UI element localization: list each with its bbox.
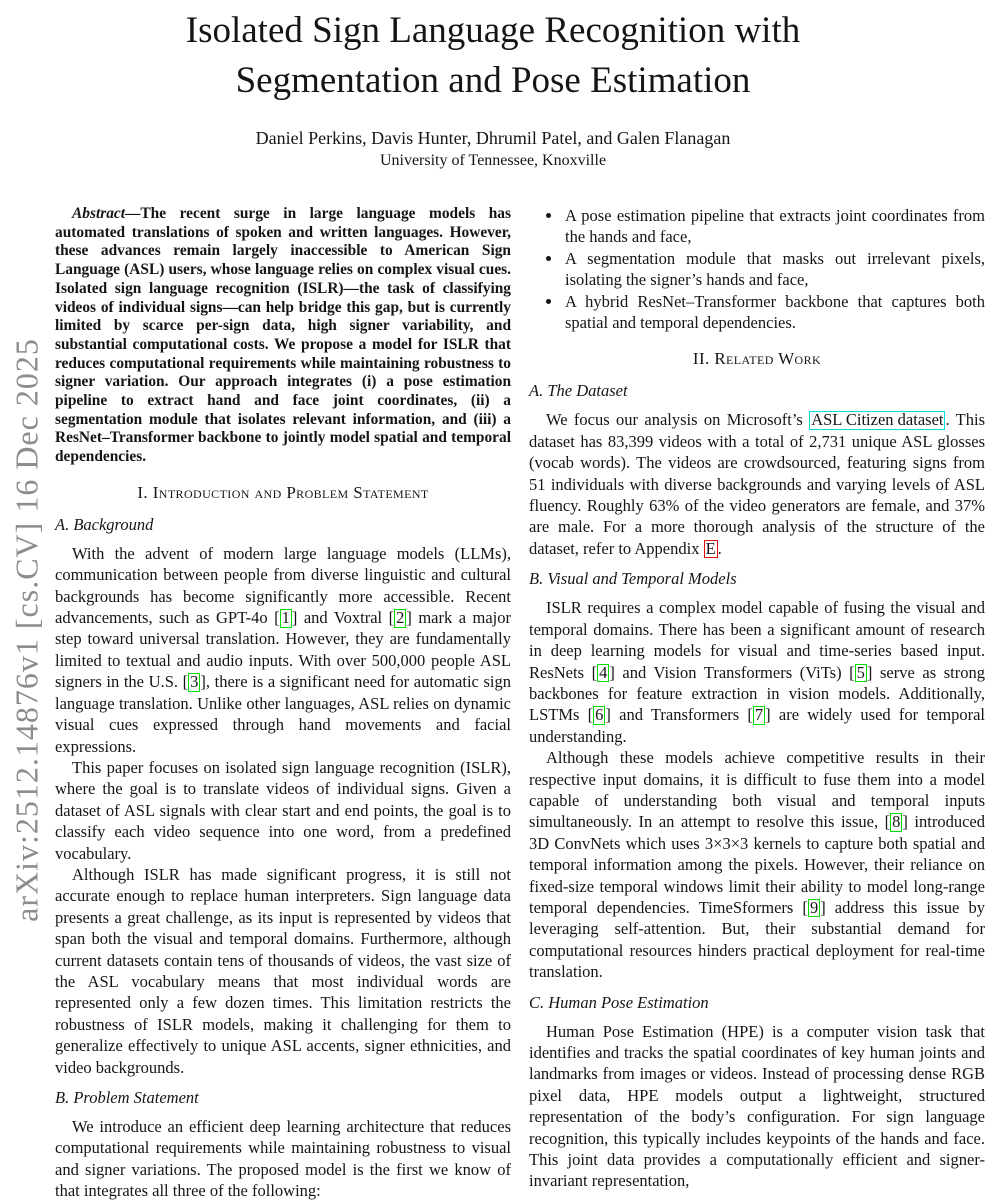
subsection-heading: B. Problem Statement — [55, 1088, 199, 1107]
bullet-item: • A pose estimation pipeline that extracts joint coordinates from the hands and face, — [563, 205, 985, 248]
subsection-heading: A. Background — [55, 514, 154, 534]
authors-line: Daniel Perkins, Davis Hunter, Dhrumil Patel, and Galen Flanagan — [255, 128, 731, 148]
affiliation-line: University of Tennessee, Knoxville — [379, 152, 607, 169]
section-heading: I. Introduction and Problem Statement — [137, 482, 429, 502]
paragraph: Although ISLR has made significant progress, it is still not accurate enough to replace human interpreters. Sign language data presents a great challenge, as its input is represented by videos that span both the visual and temporal domains. Furthermore, although current datasets contain tens of thousands of videos, the vast size of the ASL vocabulary means that most individual words are represented only a few dozen times. This limitation restricts the robustness of ISLR models, making it challenging for them to generalize effectively to unique ASL accents, signer ethnicities, and video backgrounds. — [55, 864, 511, 1077]
paragraph: We introduce an efficient deep learning architecture that reduces computational requirements while maintaining robustness to visual and signer variations. The proposed model is the first we know of that integrates all three of the following: — [55, 1117, 511, 1200]
citation-link[interactable]: 9 — [809, 897, 819, 917]
section-heading: II. Related Work — [692, 349, 822, 369]
bullet-item: • A hybrid ResNet–Transformer backbone that captures both spatial and temporal dependencies. — [563, 291, 985, 334]
internal-ref-link[interactable]: E — [705, 538, 716, 558]
citation-link[interactable]: 4 — [599, 662, 608, 682]
paragraph: This paper focuses on isolated sign language recognition (ISLR), where the goal is to translate videos of individual signs. Given a dataset of ASL signals with clear start and end points, the goal is to classify each video sequence into one word, from a predefined vocabulary. — [55, 757, 511, 863]
subsection-heading: B. Visual and Temporal Models — [529, 569, 737, 589]
citation-link[interactable]: 6 — [595, 705, 604, 725]
subsection-heading: A. The Dataset — [529, 381, 628, 401]
arxiv-watermark: arXiv:2512.14876v1 [cs.CV] 16 Dec 2025 — [8, 338, 45, 922]
bullet-item: • A segmentation module that masks out irrelevant pixels, isolating the signer’s hands and face, — [563, 248, 985, 291]
left-column — [55, 205, 511, 1200]
bullet-list — [529, 205, 985, 333]
abstract: Abstract—The recent surge in large language models has automated translations of spoken and written languages. However, these advances remain largely inaccessible to American Sign Language (ASL) users, whose language relies on complex visual cues. Isolated sign language recognition (ISLR)—the task of classifying videos of individual signs—can help bridge this gap, but is currently limited by scarce per-sign data, high signer variability, and substantial computational costs. We propose a model for ISLR that reduces computational requirements while maintaining robustness to signer variation. Our approach integrates (i) a pose estimation pipeline to extract hand and face joint coordinates, (ii) a segmentation module that isolates relevant information, and (iii) a ResNet–Transformer backbone to jointly model spatial and temporal dependencies. — [55, 205, 511, 466]
paper-title: Isolated Sign Language Recognition with Segmentation and Pose Estimation — [185, 10, 801, 101]
paragraph: With the advent of modern large language models (LLMs), communication between people from diverse linguistic and cultural backgrounds has become significantly more accessible. Recent advancements, such as GPT-4o [ 1 ] and Voxtral [ 2 ] mark a major step toward universal translation. However, they are fundamentally limited to textual and audio inputs. With over 500,000 people ASL signers in the U.S. [ 3 ], there is a significant need for automatic sign language translation. Unlike other languages, ASL relies on dynamic visual cues expressed through hand movements and facial expressions. — [55, 543, 511, 756]
paragraph: ISLR requires a complex model capable of fusing the visual and temporal domains. There has been a significant amount of research in deep learning models for visual and time-series based input. ResNets [ 4 ] and Vision Transformers (ViTs) [ 5 ] serve as strong backbones for feature extraction in vision models. Additionally, LSTMs [ 6 ] and Transformers [ 7 ] are widely used for temporal understanding. — [529, 598, 985, 746]
subsection-heading: C. Human Pose Estimation — [529, 992, 709, 1012]
citation-link[interactable]: 5 — [856, 662, 865, 682]
external-url-link[interactable]: ASL Citizen dataset — [811, 410, 944, 430]
right-column — [529, 205, 985, 1200]
citation-link[interactable]: 8 — [892, 812, 901, 832]
paragraph: We focus our analysis on Microsoft’s ASL Citizen dataset . This dataset has 83,399 videos with a total of 2,731 unique ASL glosses (vocab words). The videos are crowdsourced, featuring signs from 51 individuals with diverse backgrounds and varying levels of ASL fluency. Roughly 63% of the video generators are female, and 37% are male. For a more thorough analysis of the structure of the dataset, refer to Appendix E . — [529, 410, 986, 558]
abstract-lead: Abstract — [72, 205, 126, 222]
citation-link[interactable]: 7 — [754, 705, 764, 725]
two-column-body — [55, 205, 985, 1200]
citation-link[interactable]: 1 — [281, 608, 290, 628]
paragraph: Although these models achieve competitive results in their respective input domains, it is difficult to fuse them into a model capable of understanding both visual and temporal inputs simultaneously. In an attempt to resolve this issue, [ 8 ] introduced 3D ConvNets which uses 3×3×3 kernels to capture both spatial and temporal information among the pixels. However, their reliance on fixed-size temporal windows limit their ability to model long-range temporal dependencies. TimeSformers [ 9 ] address this issue by leveraging self-attention. But, their substantial demand for computational resources hinders practical deployment for real-time translation. — [529, 748, 985, 982]
citation-link[interactable]: 2 — [396, 608, 405, 628]
paper-header — [0, 6, 986, 170]
paragraph: Human Pose Estimation (HPE) is a computer vision task that identifies and tracks the spatial coordinates of key human joints and landmarks from images or videos. Instead of processing dense RGB pixel data, HPE models output a lightweight, structured representation of the body’s configuration. For sign language recognition, this typically includes keypoints of the hands and face. This joint data provides a computationally efficient and signer-invariant representation, — [529, 1021, 985, 1191]
citation-link[interactable]: 3 — [190, 672, 199, 692]
